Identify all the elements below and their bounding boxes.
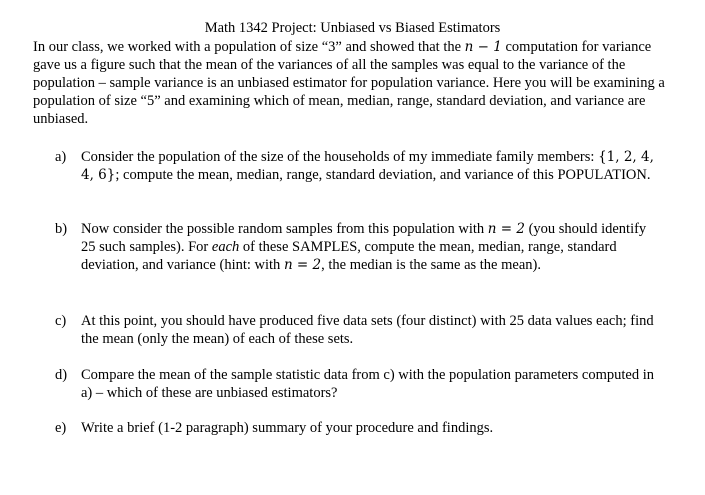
intro-math-n-minus-1: n − 1	[464, 39, 502, 55]
question-c-marker: c)	[55, 313, 67, 329]
question-b-text1: Now consider the possible random samples from this population with	[81, 221, 488, 237]
question-a-text2: ; compute the mean, median, range, standard deviation, and variance of this POPULATION.	[115, 167, 651, 183]
question-b-marker: b)	[55, 221, 68, 237]
intro-text-part2: computation for variance gave us a figure such that the mean of the variances of all the samples was equal to the variance of the population – sample variance is an unbiased estimator for population variance. Here you will be examining a population of size “5” and examining which of mean, median, range, standard deviation, and variance are unbiased.	[33, 39, 665, 127]
question-c	[55, 312, 655, 348]
question-b-text2: (you should identify 25 such samples). For	[81, 221, 647, 255]
intro-text-part1: In our class, we worked with a population of size “3” and showed that the	[33, 39, 465, 55]
question-e	[55, 419, 655, 437]
question-a	[55, 148, 655, 184]
question-a-marker: a)	[55, 149, 67, 165]
document-title: Math 1342 Project: Unbiased vs Biased Estimators	[204, 20, 501, 36]
question-b-math-n2: n = 2	[487, 221, 525, 237]
question-c-text: At this point, you should have produced five data sets (four distinct) with 25 data values each; find the mean (only the mean) of each of these sets.	[81, 313, 654, 347]
question-b-text3: of these SAMPLES, compute the mean, median, range, standard deviation, and variance (hint: with	[81, 239, 617, 273]
question-e-text: Write a brief (1-2 paragraph) summary of your procedure and findings.	[81, 420, 494, 436]
question-d	[55, 366, 655, 402]
question-a-text1: Consider the population of the size of the households of my immediate family members:	[81, 149, 599, 165]
question-e-marker: e)	[55, 420, 67, 436]
question-b-text4: , the median is the same as the mean).	[321, 257, 541, 273]
question-d-marker: d)	[55, 367, 68, 383]
question-b-emph: each	[211, 239, 240, 255]
intro-paragraph	[33, 38, 673, 128]
question-a-set: {1, 2, 4, 4, 6}	[81, 149, 654, 183]
question-b	[55, 220, 655, 274]
question-d-text: Compare the mean of the sample statistic data from c) with the population parameters computed in a) – which of these are unbiased estimators?	[81, 367, 654, 401]
question-b-math-n2-b: n = 2	[283, 257, 322, 273]
